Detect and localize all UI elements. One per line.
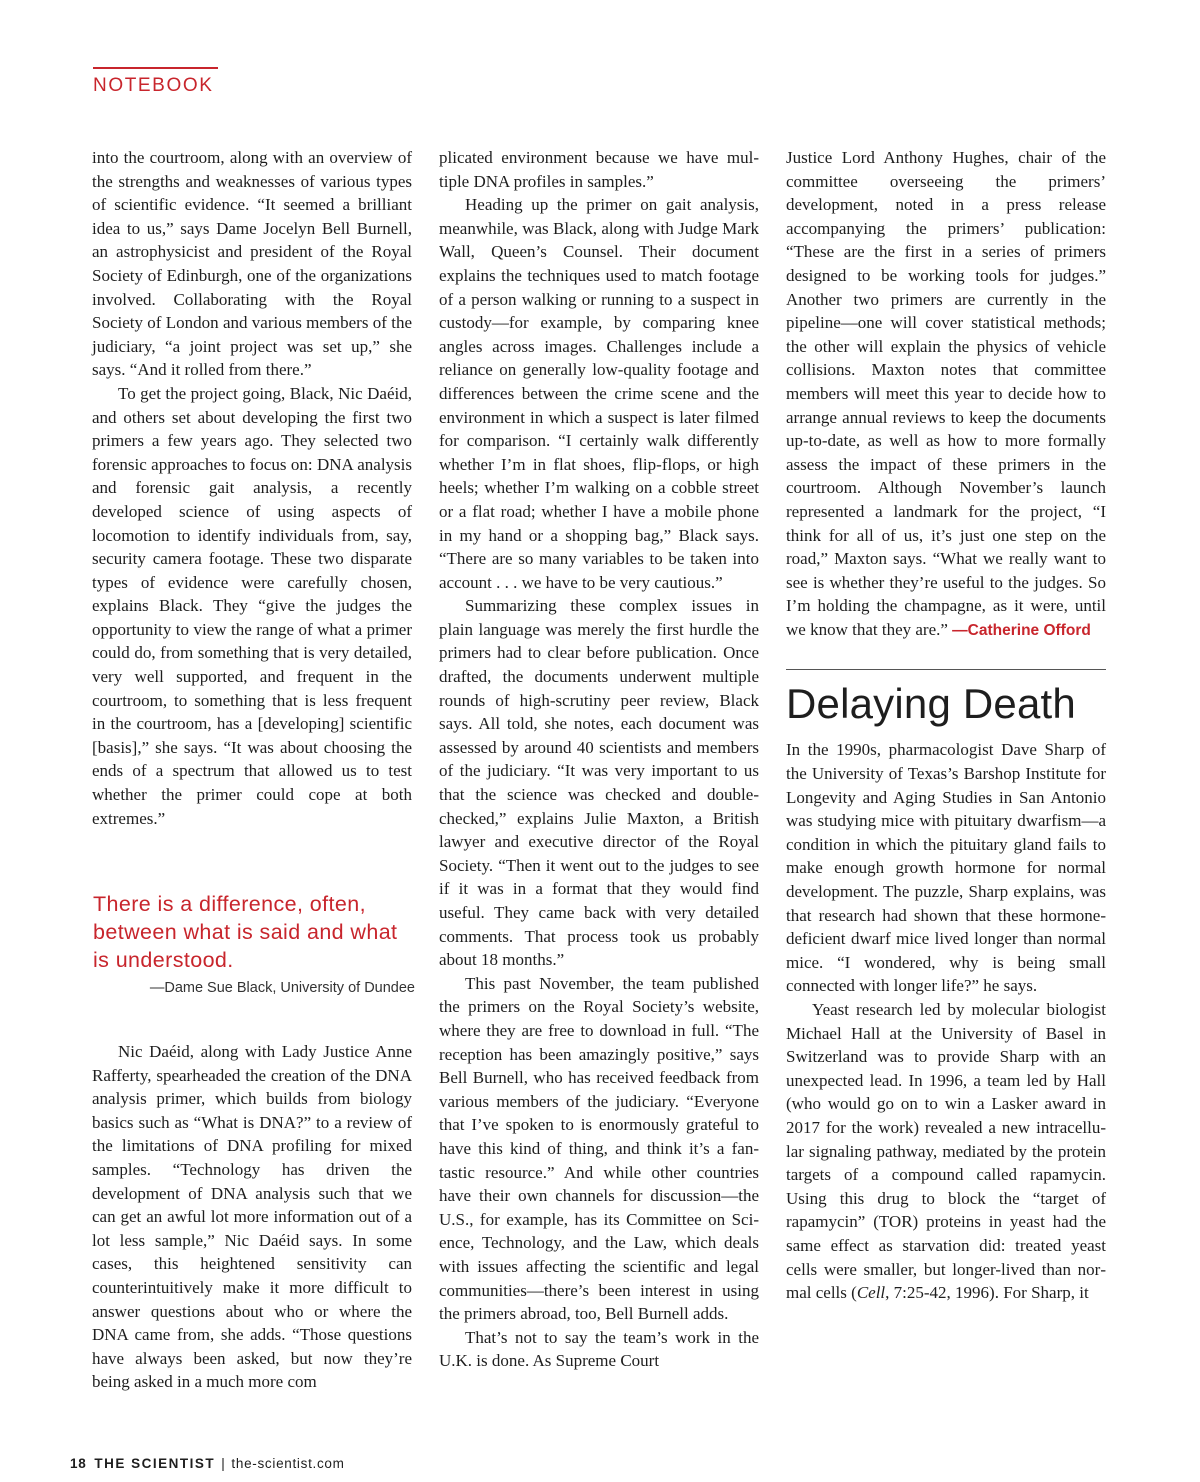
page-footer: [70, 1456, 345, 1471]
footer-separator: |: [221, 1456, 226, 1471]
article-headline: Delaying Death: [786, 680, 1076, 728]
column-3: [786, 146, 1106, 1305]
paragraph: Nic Daéid, along with Lady Justice Anne Rafferty, spearheaded the creation of the DNA analysis primer, which builds from biology basics such as “What is DNA?” to a review of the limitations of DNA profiling for mixed samples. “Technology has driven the development of DNA analysis such that we can get an awful lot more information out of a lot less sample,” Nic Daéid says. In some cases, this heightened sensitivity can counterintuitively make it more difficult to answer questions about who or where the DNA came from, she adds. “Those questions have always been asked, but now they’re being asked in a much more com: [92, 1042, 412, 1392]
paragraph: into the courtroom, along with an overview of the strengths and weaknesses of various types of scientific evidence. “It seemed a brilliant idea to us,” says Dame Jocelyn Bell Burnell, an astrophysicist and president of the Royal Society of Edinburgh, one of the organizations involved. Collaborating with the Royal Society of London and various members of the judiciary, “a joint project was set up,” she says. “And it rolled from there.”: [92, 148, 412, 380]
paragraph: That’s not to say the team’s work in the U.K. is done. As Supreme Court: [439, 1327, 759, 1371]
magazine-name: THE SCIENTIST: [94, 1456, 216, 1471]
page-number: 18: [70, 1456, 87, 1471]
paragraph-text: Yeast research led by molecular biologist Michael Hall at the University of Basel in Switzerland was to provide Sharp with an unexpected lead. In 1996, a team led by Hall (who would go on to win a Lasker award in 2017 for the work) revealed a new intracellular signaling pathway, mediated by the protein targets of a compound called rapamycin. Using this drug to block the “target of rapamycin” (TOR) proteins in yeast had the same effect as starvation did: treated yeast cells were smaller, but longer-lived than normal cells (: [786, 1000, 1106, 1303]
paragraph: Summarizing these complex issues in plain language was merely the first hurdle the primers had to clear before publication. Once drafted, the documents underwent multiple rounds of high-scrutiny peer review, Black says. All told, she notes, each document was assessed by around 40 scientists and members of the judiciary. “It was very important to us that the science was checked and double-checked,” explains Julie Maxton, a British lawyer and executive director of the Royal Society. “Then it went out to the judges to see if it was in a format that they would find useful. They came back with very detailed comments. That process took us probably about 18 months.”: [439, 596, 759, 970]
paragraph: [786, 998, 1106, 1305]
paragraph-text: Justice Lord Anthony Hughes, chair of the committee overseeing the primers’ development, noted in a press release accompanying the primers’ publication: “These are the first in a series of primers designed to be working tools for judges.” Another two primers are currently in the pipeline—one will cover statistical methods; the other will explain the physics of vehicle collisions. Maxton notes that committee members will meet this year to decide how to arrange annual reviews to keep the documents up-to-date, as well as how to more formally assess the impact of these primers in the courtroom. Although November’s launch represented a landmark for the project, “I think for all of us, it’s just one step on the road,” Maxton says. “What we really want to see is whether they’re useful to the judges. So I’m holding the champagne, as it were, until we know that they are.”: [786, 148, 1106, 639]
paragraph: [786, 146, 1106, 642]
paragraph: To get the project going, Black, Nic Daéid, and others set about developing the first two primers a few years ago. They selected two forensic approaches to focus on: DNA analysis and forensic gait analysis, a recently developed science of using aspects of locomotion to identify individuals from, say, security camera footage. These two disparate types of evidence were carefully chosen, explains Black. They “give the judges the opportunity to view the range of what a primer could do, from something that is very detailed, very well supported, and frequent in the courtroom, to something that is less frequent in the courtroom, has a [developing] scientific [basis],” she says. “It was about choosing the ends of a spectrum that allowed us to test whether the primer could cope at both extremes.”: [92, 383, 412, 828]
paragraph: This past November, the team published the primers on the Royal Society’s website, where they are free to download in full. “The reception has been amazingly positive,” says Bell Burnell, who has received feedback from various members of the judiciary. “Everyone that I’ve spoken to is enormously grateful to have this kind of thing, and think it’s a fantastic resource.” And while other countries have their own channels for discussion—the U.S., for example, has its Committee on Science, Technology, and the Law, which deals with issues affecting the scientific and legal communities—there’s been interest in using the primers abroad, too, Bell Burnell adds.: [439, 973, 759, 1324]
section-rule: [93, 67, 218, 69]
article-divider: [786, 669, 1106, 670]
paragraph: plicated environment because we have multiple DNA profiles in samples.”: [439, 148, 759, 191]
column-1-continued: [92, 1040, 412, 1394]
column-1: [92, 146, 412, 830]
website-link[interactable]: the-scientist.com: [231, 1456, 345, 1471]
pull-quote-attribution: —Dame Sue Black, University of Dundee: [149, 980, 415, 996]
pull-quote-text: There is a difference, often, between what is said and what is understood.: [93, 892, 398, 972]
paragraph: In the 1990s, pharmacologist Dave Sharp of the University of Texas’s Barshop Institute for Longevity and Aging Studies in San Antonio was studying mice with pituitary dwarfism—a condition in which the pituitary gland fails to make enough growth hormone for normal development. The puzzle, Sharp explains, was that research had shown that these hormone-deficient dwarf mice lived longer than normal mice. “I wondered, why is being small connected with longer life?” he says.: [786, 740, 1106, 996]
author-byline: —Catherine Offord: [952, 621, 1091, 639]
journal-citation: Cell: [856, 1283, 886, 1303]
paragraph: Heading up the primer on gait analysis, meanwhile, was Black, along with Judge Mark Wall, Queen’s Counsel. Their document explains the techniques used to match footage of a person walking or running to a suspect in custody—for example, by comparing knee angles across images. Challenges include a reliance on generally low-quality footage and differences between the crime scene and the environment in which a suspect is later filmed for comparison. “I certainly walk differently whether I’m in flat shoes, flip-flops, or high heels; whether I’m walking on a cobble street or a flat road; whether I have a mobile phone in my hand or a shopping bag,” Black says. “There are so many variables to be taken into account . . . we have to be very cautious.”: [439, 195, 759, 592]
section-label: NOTEBOOK: [93, 75, 214, 96]
pull-quote: [93, 890, 415, 996]
paragraph-text: , 7:25-42, 1996). For Sharp, it: [885, 1283, 1089, 1303]
column-2: [439, 146, 759, 1373]
